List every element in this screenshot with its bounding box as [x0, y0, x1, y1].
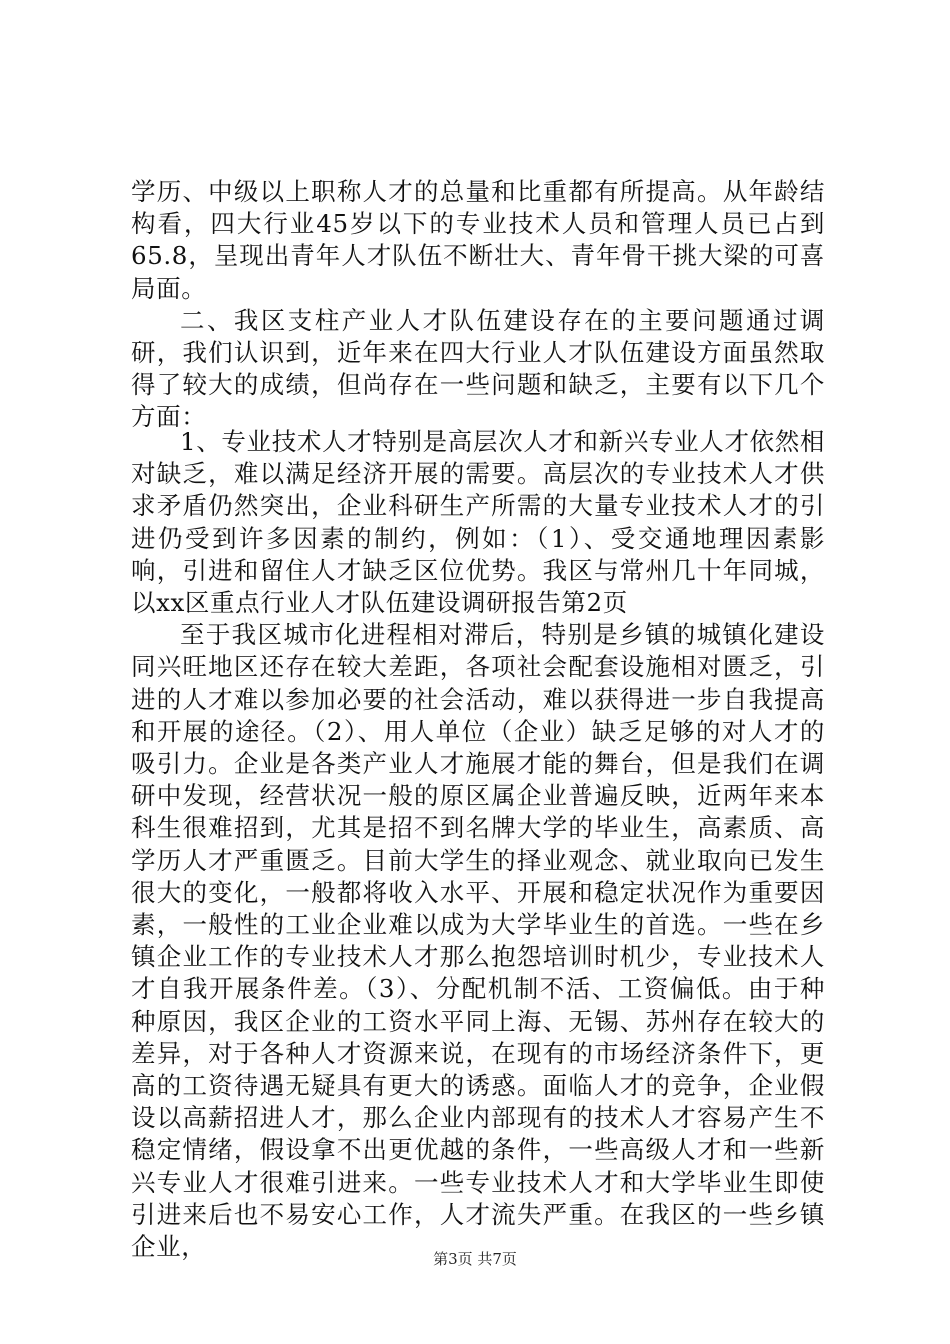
paragraph-urbanization: 至于我区城市化进程相对滞后，特别是乡镇的城镇化建设同兴旺地区还存在较大差距，各项社会配套设施相对匮乏，引进的人才难以参加必要的社会活动，难以获得进一步自我提高和开展的途径。（2）、用人单位（企业）缺乏足够的对人才的吸引力。企业是各类产业人才施展才能的舞台，但是我们在调研中发现，经营状况一般的原区属企业普遍反映，近两年来本科生很难招到，尤其是招不到名牌大学的毕业生，高素质、高学历人才严重匮乏。目前大学生的择业观念、就业取向已发生很大的变化，一般都将收入水平、开展和稳定状况作为重要因素，一般性的工业企业难以成为大学毕业生的首选。一些在乡镇企业工作的专业技术人才那么抱怨培训时机少，专业技术人才自我开展条件差。（3）、分配机制不活、工资偏低。由于种种原因，我区企业的工资水平同上海、无锡、苏州存在较大的差异，对于各种人才资源来说，在现有的市场经济条件下，更高的工资待遇无疑具有更大的诱惑。面临人才的竞争，企业假设以高薪招进人才，那么企业内部现有的技术人才容易产生不稳定情绪，假设拿不出更优越的条件，一些高级人才和一些新兴专业人才很难引进来。一些专业技术人才和大学毕业生即使引进来后也不易安心工作，人才流失严重。在我区的一些乡镇企业， [131, 620, 825, 1262]
page-number-label: 第3页 共7页 [433, 1250, 517, 1268]
page-footer [0, 1248, 950, 1269]
paragraph-point-one: 1、专业技术人才特别是高层次人才和新兴专业人才依然相对缺乏，难以满足经济开展的需要。高层次的专业技术人才供求矛盾仍然突出，企业科研生产所需的大量专业技术人才的引进仍受到许多因素的制约，例如：（1）、受交通地理因素影响，引进和留住人才缺乏区位优势。我区与常州几十年同城，以xx区重点行业人才队伍建设调研报告第2页 [131, 427, 825, 618]
paragraph-section-two: 二、我区支柱产业人才队伍建设存在的主要问题通过调研，我们认识到，近年来在四大行业人才队伍建设方面虽然取得了较大的成绩，但尚存在一些问题和缺乏，主要有以下几个方面： [131, 305, 825, 432]
text-block-bottom [131, 426, 825, 1263]
text-block-top [131, 176, 825, 434]
paragraph-continuation: 学历、中级以上职称人才的总量和比重都有所提高。从年龄结构看，四大行业45岁以下的专业技术人员和管理人员已占到65.8，呈现出青年人才队伍不断壮大、青年骨干挑大梁的可喜局面。 [131, 177, 825, 303]
